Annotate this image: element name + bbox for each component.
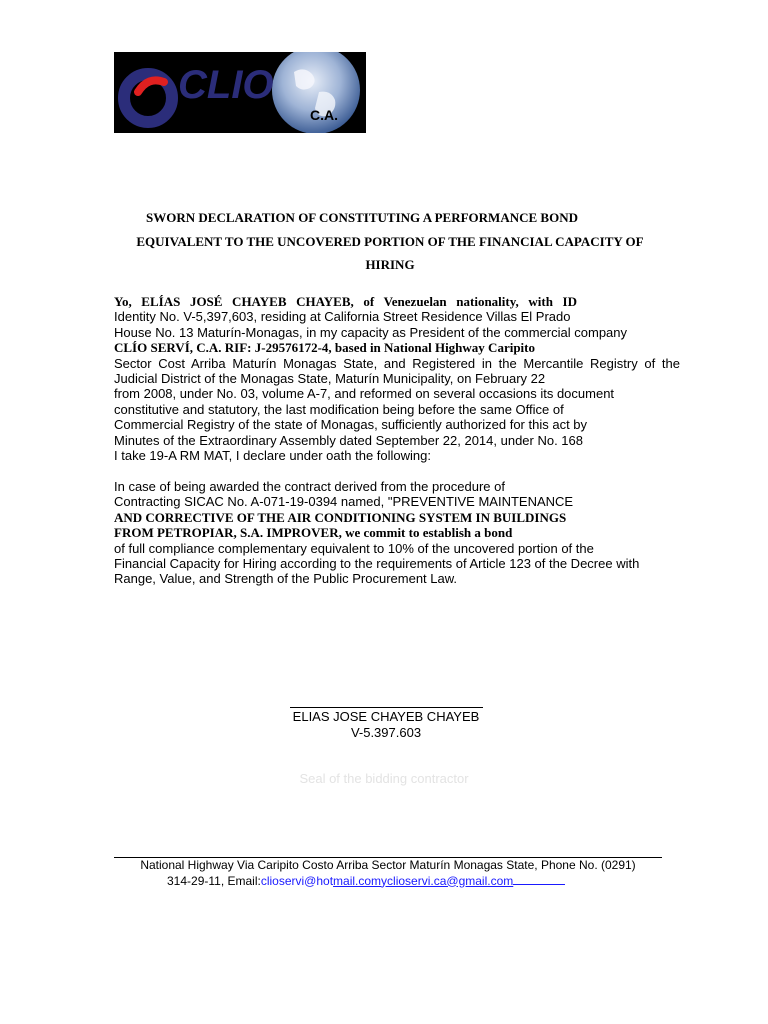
paragraph1-line-6: Judicial District of the Monagas State, Maturín Municipality, on February 22 [114, 370, 546, 386]
paragraph2-line-2: Contracting SICAC No. A-071-19-0394 named, "PREVENTIVE MAINTENANCE [114, 494, 574, 510]
footer-address: National Highway Via Caripito Costo Arriba Sector Maturín Monagas State, Phone No. (0291) [140, 858, 636, 872]
clio-logo-graphic [114, 52, 366, 133]
paragraph1-line-8: constitutive and statutory, the last modification being before the same Office of [114, 401, 564, 417]
footer-phone-email-label: 314-29-11, Email: [167, 873, 261, 888]
paragraph1-line-1: Yo, ELÍAS JOSÉ CHAYEB CHAYEB, of Venezuelan nationality, with ID [114, 294, 577, 309]
email-link-part-2[interactable]: mail.comyclioservi.ca@gmail.com [333, 873, 514, 888]
declaration-paragraph [114, 294, 680, 463]
company-logo [114, 52, 366, 133]
logo-brand-text: CLIO [178, 63, 274, 107]
signature-block [200, 709, 572, 740]
signatory-name: ELIAS JOSE CHAYEB CHAYEB [292, 709, 480, 724]
paragraph2-line-5: of full compliance complementary equivalent to 10% of the uncovered portion of the [114, 540, 594, 556]
title-line-3: HIRING [365, 257, 415, 272]
footer-contact [114, 873, 662, 889]
paragraph1-line-10: Minutes of the Extraordinary Assembly dated September 22, 2014, under No. 168 [114, 432, 583, 448]
email-link-part-1[interactable]: clioservi@hot [260, 873, 334, 888]
paragraph1-line-9: Commercial Registry of the state of Monagas, sufficiently authorized for this act by [114, 417, 588, 433]
paragraph2-line-6: Financial Capacity for Hiring according to the requirements of Article 123 of the Decree with [114, 555, 640, 571]
paragraph2-line-3: AND CORRECTIVE OF THE AIR CONDITIONING SYSTEM IN BUILDINGS [114, 509, 567, 525]
seal-placeholder: Seal of the bidding contractor [299, 771, 469, 786]
paragraph1-line-5: Sector Cost Arriba Maturín Monagas State, and Registered in the Mercantile Registry of the [114, 355, 680, 371]
signature-line [290, 707, 483, 708]
title-line-1: SWORN DECLARATION OF CONSTITUTING A PERFORMANCE BOND [146, 210, 578, 225]
paragraph1-line-4: CLÍO SERVÍ, C.A. RIF: J-29576172-4, based in National Highway Caripito [114, 340, 535, 356]
commitment-paragraph [114, 479, 680, 587]
paragraph1-line-3: House No. 13 Maturín-Monagas, in my capacity as President of the commercial company [114, 324, 628, 340]
paragraph2-line-4: FROM PETROPIAR, S.A. IMPROVER, we commit to establish a bond [114, 525, 513, 541]
title-line-2: EQUIVALENT TO THE UNCOVERED PORTION OF THE FINANCIAL CAPACITY OF [136, 233, 644, 249]
paragraph2-line-7: Range, Value, and Strength of the Public Procurement Law. [114, 571, 458, 587]
paragraph2-line-1: In case of being awarded the contract derived from the procedure of [114, 479, 505, 494]
document-title [100, 206, 680, 277]
email-underline-tail [513, 873, 565, 885]
paragraph1-line-7: from 2008, under No. 03, volume A-7, and reformed on several occasions its document [114, 386, 615, 402]
paragraph1-line-2: Identity No. V-5,397,603, residing at California Street Residence Villas El Prado [114, 309, 571, 325]
footer [114, 858, 662, 888]
logo-suffix-text: C.A. [310, 107, 338, 123]
signatory-id: V-5.397.603 [350, 724, 422, 740]
paragraph1-line-11: I take 19-A RM MAT, I declare under oath the following: [114, 447, 431, 463]
